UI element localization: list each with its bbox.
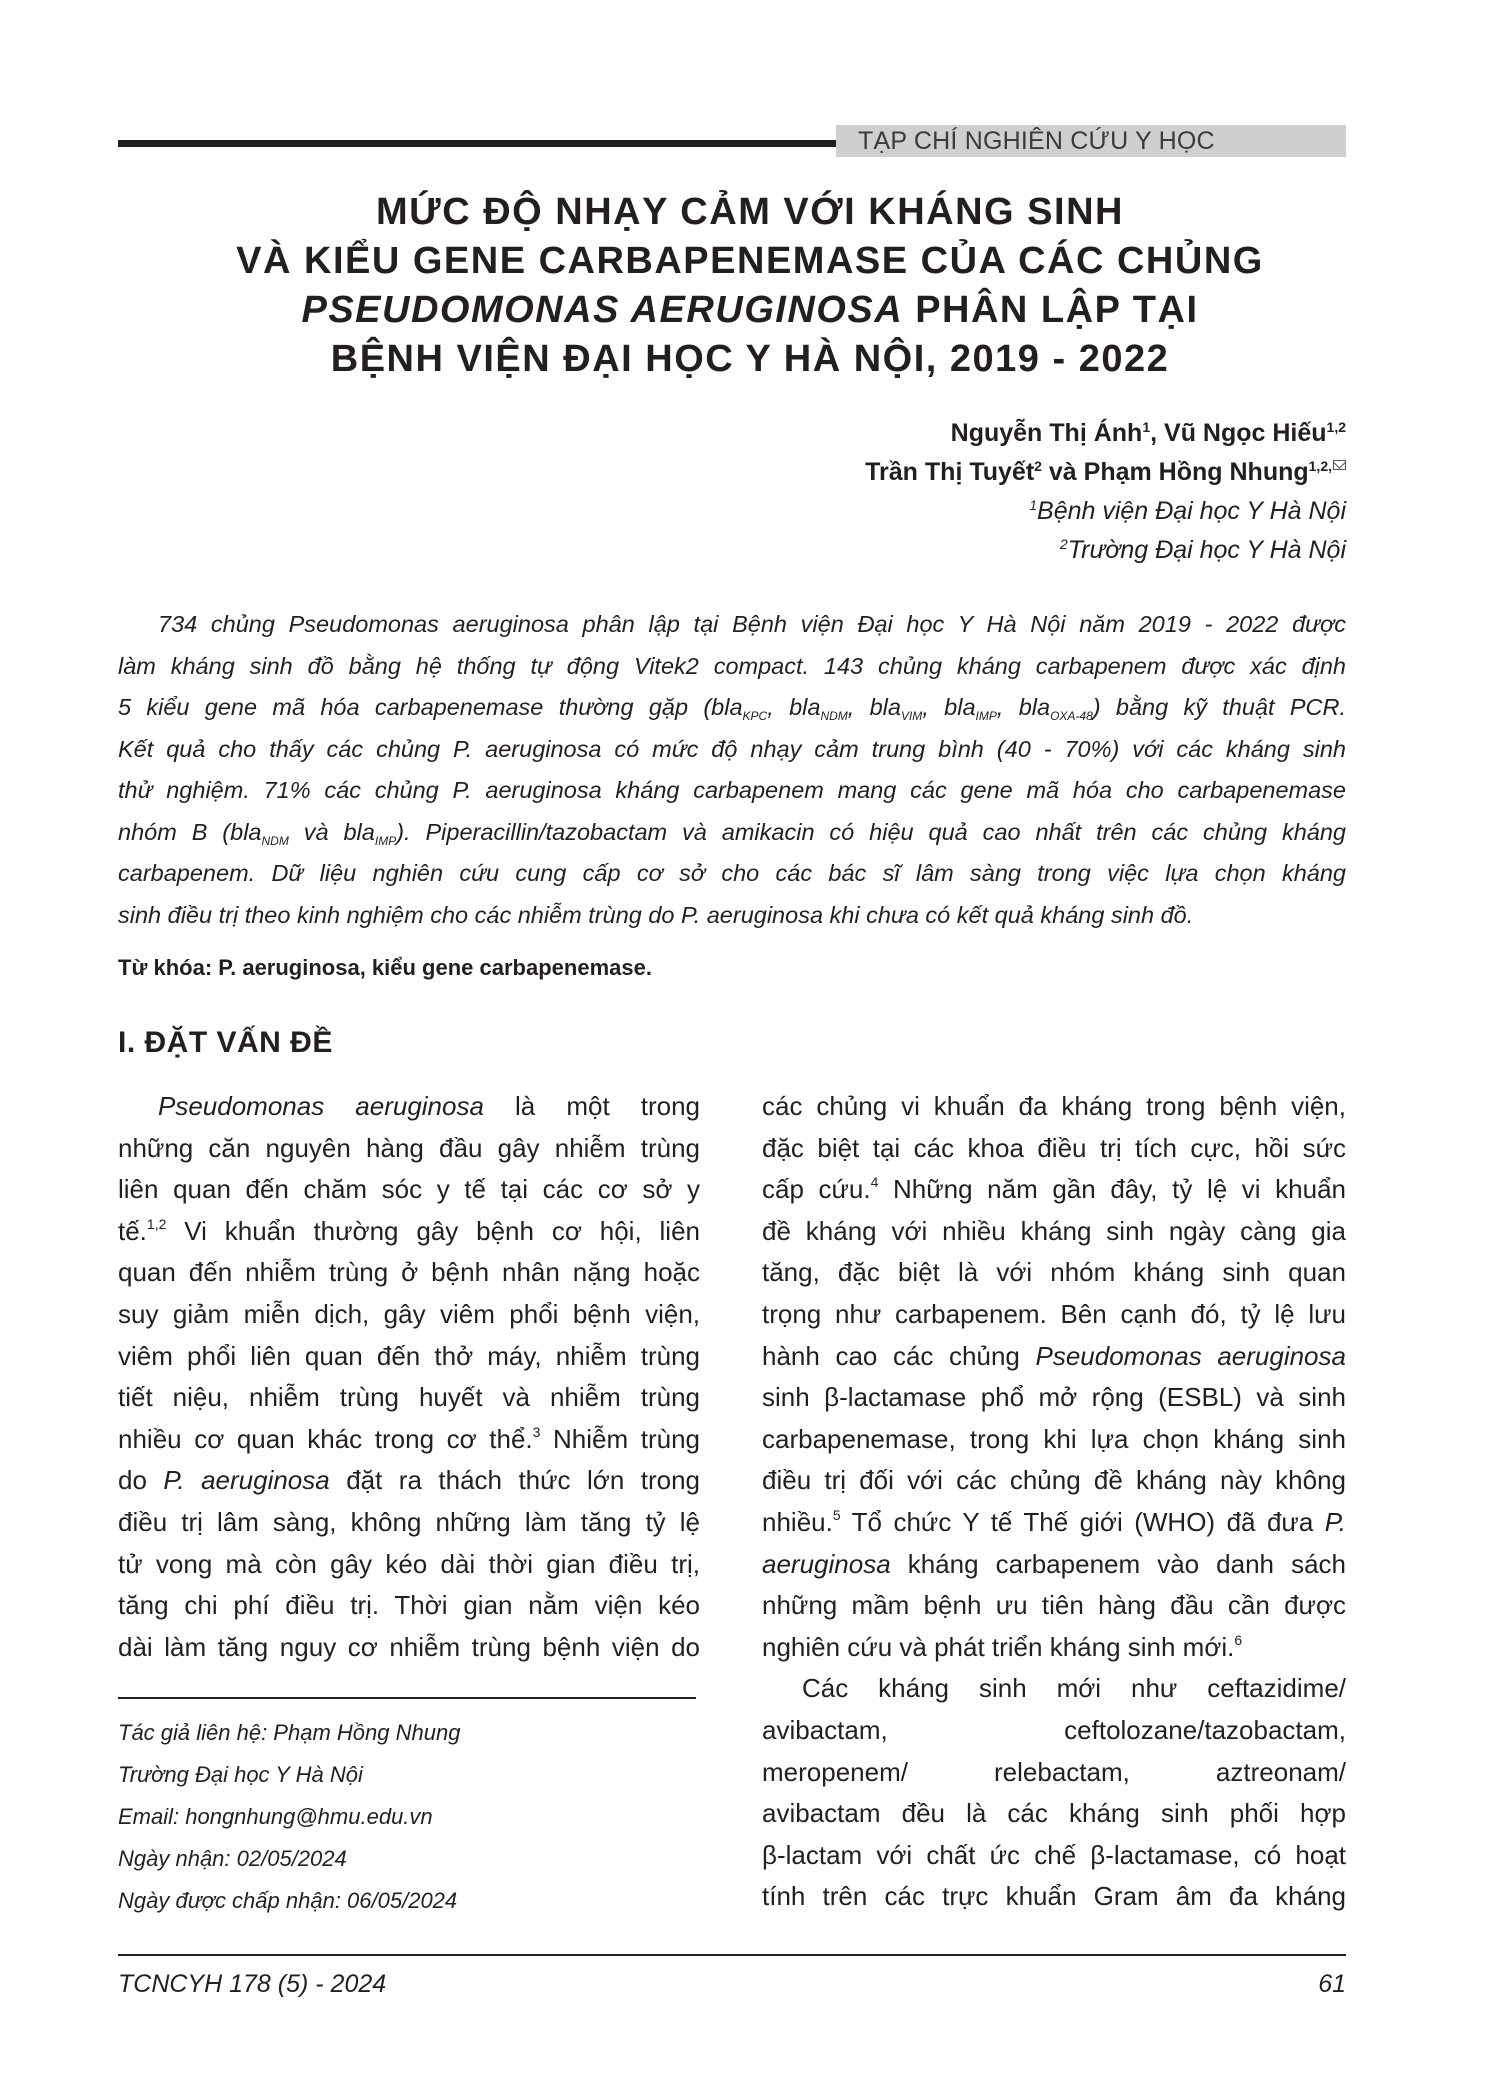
paragraph-line: Các kháng sinh mới như ceftazidime/ bbox=[802, 1673, 1346, 1704]
species-name: P. bbox=[1324, 1506, 1346, 1537]
abstract-line: sinh điều trị theo kinh nghiệm cho các nhiễm trùng do P. aeruginosa khi chưa có kết quả kháng sinh đồ. bbox=[118, 901, 1194, 928]
author-and: và bbox=[1041, 458, 1084, 486]
species-name: Pseudomonas aeruginosa bbox=[158, 1091, 484, 1121]
gene-kpc: KPC bbox=[742, 709, 768, 723]
paragraph-line: những căn nguyên hàng đầu gây nhiễm trùng bbox=[118, 1132, 700, 1163]
paragraph-text: cấp cứu. bbox=[762, 1174, 871, 1205]
paragraph-line bbox=[118, 1460, 700, 1502]
paragraph-line: tăng, đặc biệt là với nhóm kháng sinh quan bbox=[762, 1257, 1346, 1288]
abstract-text: , bla bbox=[767, 694, 821, 720]
paragraph-line: avibactam đều là các kháng sinh phối hợp bbox=[762, 1798, 1346, 1829]
species-name: P. aeruginosa bbox=[163, 1465, 330, 1496]
species-name: aeruginosa bbox=[762, 1548, 891, 1579]
page-number: 61 bbox=[1318, 1970, 1346, 1998]
affiliation-2-name: Trường Đại học Y Hà Nội bbox=[1067, 536, 1346, 564]
abstract-text: , bla bbox=[922, 694, 976, 720]
paragraph-line: meropenem/ relebactam, aztreonam/ bbox=[762, 1756, 1346, 1787]
paragraph-text: nhiều. bbox=[762, 1506, 833, 1537]
title-species: PSEUDOMONAS AERUGINOSA bbox=[301, 289, 904, 331]
paragraph-text: nhiều cơ quan khác trong cơ thể. bbox=[118, 1423, 533, 1454]
paragraph-text: Vi khuẩn thường gây bệnh cơ hội, liên bbox=[166, 1215, 700, 1246]
journal-name: TẠP CHÍ NGHIÊN CỨU Y HỌC bbox=[858, 127, 1215, 155]
paragraph-text: hành cao các chủng bbox=[762, 1340, 1036, 1371]
abstract-line: 734 chủng Pseudomonas aeruginosa phân lập tại Bệnh viện Đại học Y Hà Nội năm 2019 - 2022 được bbox=[158, 611, 1346, 637]
author-separator: , bbox=[1150, 419, 1165, 447]
paragraph-line bbox=[118, 1086, 700, 1128]
paragraph-text: Những năm gần đây, tỷ lệ vi khuẩn bbox=[878, 1174, 1346, 1205]
gene-imp: IMP bbox=[374, 833, 397, 848]
paragraph-line bbox=[762, 1627, 1346, 1669]
paragraph-line: trọng như carbapenem. Bên cạnh đó, tỷ lệ lưu bbox=[762, 1298, 1346, 1329]
footer-rule bbox=[118, 1954, 1346, 1956]
abstract-text: 5 kiểu gene mã hóa carbapenemase thường gặp (bla bbox=[118, 694, 743, 720]
paragraph-text: kháng carbapenem vào danh sách bbox=[890, 1548, 1346, 1579]
gene-ndm: NDM bbox=[261, 833, 289, 848]
citation: 3 bbox=[532, 1423, 541, 1440]
paragraph-text: do bbox=[118, 1465, 164, 1496]
paragraph-text: Nhiễm trùng bbox=[540, 1423, 701, 1454]
abstract-line bbox=[118, 812, 1346, 854]
abstract-text: , bla bbox=[847, 694, 901, 720]
paragraph-text: là một trong bbox=[483, 1091, 700, 1121]
section-heading: I. ĐẶT VẤN ĐỀ bbox=[118, 1026, 333, 1059]
paragraph-line: điều trị đối với các chủng đề kháng này không bbox=[762, 1465, 1346, 1496]
paragraph-line: các chủng vi khuẩn đa kháng trong bệnh viện, bbox=[762, 1091, 1346, 1121]
paragraph-line: đặc biệt tại các khoa điều trị tích cực, hồi sức bbox=[762, 1132, 1346, 1163]
title-line-4: BỆNH VIỆN ĐẠI HỌC Y HÀ NỘI, 2019 - 2022 bbox=[330, 338, 1170, 380]
footnote-email: Email: hongnhung@hmu.edu.vn bbox=[118, 1804, 433, 1829]
abstract-line bbox=[118, 687, 1346, 729]
author-line-1 bbox=[865, 414, 1346, 453]
gene-ndm: NDM bbox=[820, 709, 848, 723]
title-line-3-rest: PHÂN LẬP TẠI bbox=[903, 289, 1199, 331]
footer-journal-issue: TCNCYH 178 (5) - 2024 bbox=[118, 1970, 387, 1998]
keywords: Từ khóa: P. aeruginosa, kiểu gene carbapenemase. bbox=[118, 955, 652, 980]
paragraph-line: avibactam, ceftolozane/tazobactam, bbox=[762, 1714, 1346, 1745]
abstract-line: Kết quả cho thấy các chủng P. aeruginosa có mức độ nhạy cảm trung bình (40 - 70%) với các kháng sinh bbox=[118, 735, 1346, 762]
author-block bbox=[865, 414, 1346, 570]
paragraph-text: Tổ chức Y tế Thế giới (WHO) đã đưa bbox=[840, 1506, 1325, 1537]
affiliation-1-name: Bệnh viện Đại học Y Hà Nội bbox=[1037, 497, 1346, 525]
article-title bbox=[130, 188, 1370, 384]
paragraph-line: tăng chi phí điều trị. Thời gian nằm viện kéo bbox=[118, 1590, 700, 1621]
paragraph-line: tử vong mà còn gây kéo dài thời gian điều trị, bbox=[118, 1548, 700, 1579]
affiliation-1 bbox=[865, 492, 1346, 531]
author-3-affil: 2 bbox=[1034, 458, 1042, 474]
paragraph-line: suy giảm miễn dịch, gây viêm phổi bệnh viện, bbox=[118, 1298, 700, 1329]
abstract-line: làm kháng sinh đồ bằng hệ thống tự động Vitek2 compact. 143 chủng kháng carbapenem được xác định bbox=[118, 652, 1346, 679]
footnote-contact: Tác giả liên hệ: Phạm Hồng Nhung bbox=[118, 1720, 461, 1745]
abstract bbox=[118, 604, 1346, 936]
paragraph-line: tiết niệu, nhiễm trùng huyết và nhiễm trùng bbox=[118, 1382, 700, 1413]
footnote-accepted: Ngày được chấp nhận: 06/05/2024 bbox=[118, 1888, 458, 1913]
paragraph-line: tính trên các trực khuẩn Gram âm đa kháng bbox=[762, 1881, 1346, 1912]
abstract-line: thử nghiệm. 71% các chủng P. aeruginosa kháng carbapenem mang các gene mã hóa cho carbapenemase bbox=[118, 777, 1346, 803]
gene-vim: VIM bbox=[900, 709, 923, 723]
paragraph-line: sinh β-lactamase phổ mở rộng (ESBL) và sinh bbox=[762, 1382, 1346, 1413]
paragraph-line bbox=[118, 1419, 700, 1461]
paragraph-text: nghiên cứu và phát triển kháng sinh mới. bbox=[762, 1631, 1235, 1662]
correspondence-footnote bbox=[118, 1712, 460, 1922]
author-3: Trần Thị Tuyết bbox=[865, 458, 1035, 486]
author-1-affil: 1 bbox=[1142, 419, 1151, 435]
footnote-rule bbox=[118, 1697, 696, 1699]
abstract-text: nhóm B (bla bbox=[118, 818, 262, 845]
title-line-1: MỨC ĐỘ NHẠY CẢM VỚI KHÁNG SINH bbox=[376, 191, 1124, 233]
left-column bbox=[118, 1086, 700, 1668]
paragraph-text: tế. bbox=[118, 1215, 147, 1246]
paragraph-line: quan đến nhiễm trùng ở bệnh nhân nặng hoặc bbox=[118, 1257, 700, 1288]
envelope-icon bbox=[1333, 460, 1346, 470]
paragraph-line bbox=[762, 1502, 1346, 1544]
abstract-text: và bla bbox=[288, 818, 375, 845]
gene-oxa48: OXA-48 bbox=[1050, 709, 1093, 723]
author-2: Vũ Ngọc Hiếu bbox=[1164, 419, 1327, 447]
paragraph-line: β-lactam với chất ức chế β-lactamase, có hoạt bbox=[762, 1839, 1346, 1870]
citation: 6 bbox=[1234, 1631, 1243, 1648]
paragraph-text: đặt ra thách thức lớn trong bbox=[329, 1465, 701, 1496]
title-line-3 bbox=[130, 286, 1370, 335]
paragraph-line: viêm phổi liên quan đến thở máy, nhiễm trùng bbox=[118, 1340, 700, 1371]
citation: 1,2 bbox=[146, 1215, 167, 1232]
paragraph-line bbox=[762, 1336, 1346, 1378]
paragraph-line: dài làm tăng nguy cơ nhiễm trùng bệnh viện do bbox=[118, 1631, 700, 1662]
title-line-2: VÀ KIỂU GENE CARBAPENEMASE CỦA CÁC CHỦNG bbox=[236, 240, 1264, 282]
abstract-text: , bla bbox=[996, 694, 1051, 720]
paragraph-line bbox=[762, 1544, 1346, 1586]
author-1: Nguyễn Thị Ánh bbox=[950, 419, 1143, 447]
paragraph-line bbox=[118, 1211, 700, 1253]
paragraph-line: carbapenemase, trong khi lựa chọn kháng sinh bbox=[762, 1423, 1346, 1454]
affiliation-2-number: 2 bbox=[1059, 536, 1068, 552]
author-4-affil: 1,2, bbox=[1308, 458, 1332, 474]
citation: 4 bbox=[870, 1174, 879, 1191]
citation: 5 bbox=[832, 1506, 841, 1523]
author-2-affil: 1,2 bbox=[1326, 419, 1346, 435]
paragraph-line bbox=[762, 1169, 1346, 1211]
affiliation-1-number: 1 bbox=[1029, 497, 1038, 513]
footnote-institution: Trường Đại học Y Hà Nội bbox=[118, 1762, 363, 1787]
abstract-line: carbapenem. Dữ liệu nghiên cứu cung cấp cơ sở cho các bác sĩ lâm sàng trong việc lựa chọn kháng bbox=[118, 860, 1346, 886]
paragraph-line: những mầm bệnh ưu tiên hàng đầu cần được bbox=[762, 1590, 1346, 1621]
abstract-text: ) bằng kỹ thuật PCR. bbox=[1092, 694, 1346, 720]
author-line-2 bbox=[865, 453, 1346, 492]
footnote-received: Ngày nhận: 02/05/2024 bbox=[118, 1846, 347, 1871]
affiliation-2 bbox=[865, 531, 1346, 570]
right-column bbox=[762, 1086, 1346, 1918]
author-4: Phạm Hồng Nhung bbox=[1083, 458, 1309, 486]
gene-imp: IMP bbox=[975, 709, 997, 723]
paragraph-line: điều trị lâm sàng, không những làm tăng tỷ lệ bbox=[118, 1506, 700, 1537]
paragraph-line: đề kháng với nhiều kháng sinh ngày càng gia bbox=[762, 1215, 1346, 1246]
abstract-text: ). Piperacillin/tazobactam và amikacin có hiệu quả cao nhất trên các chủng kháng bbox=[396, 818, 1347, 845]
paragraph-line: liên quan đến chăm sóc y tế tại các cơ sở y bbox=[118, 1174, 700, 1205]
header-rule bbox=[118, 140, 840, 147]
species-name: Pseudomonas aeruginosa bbox=[1035, 1340, 1346, 1371]
